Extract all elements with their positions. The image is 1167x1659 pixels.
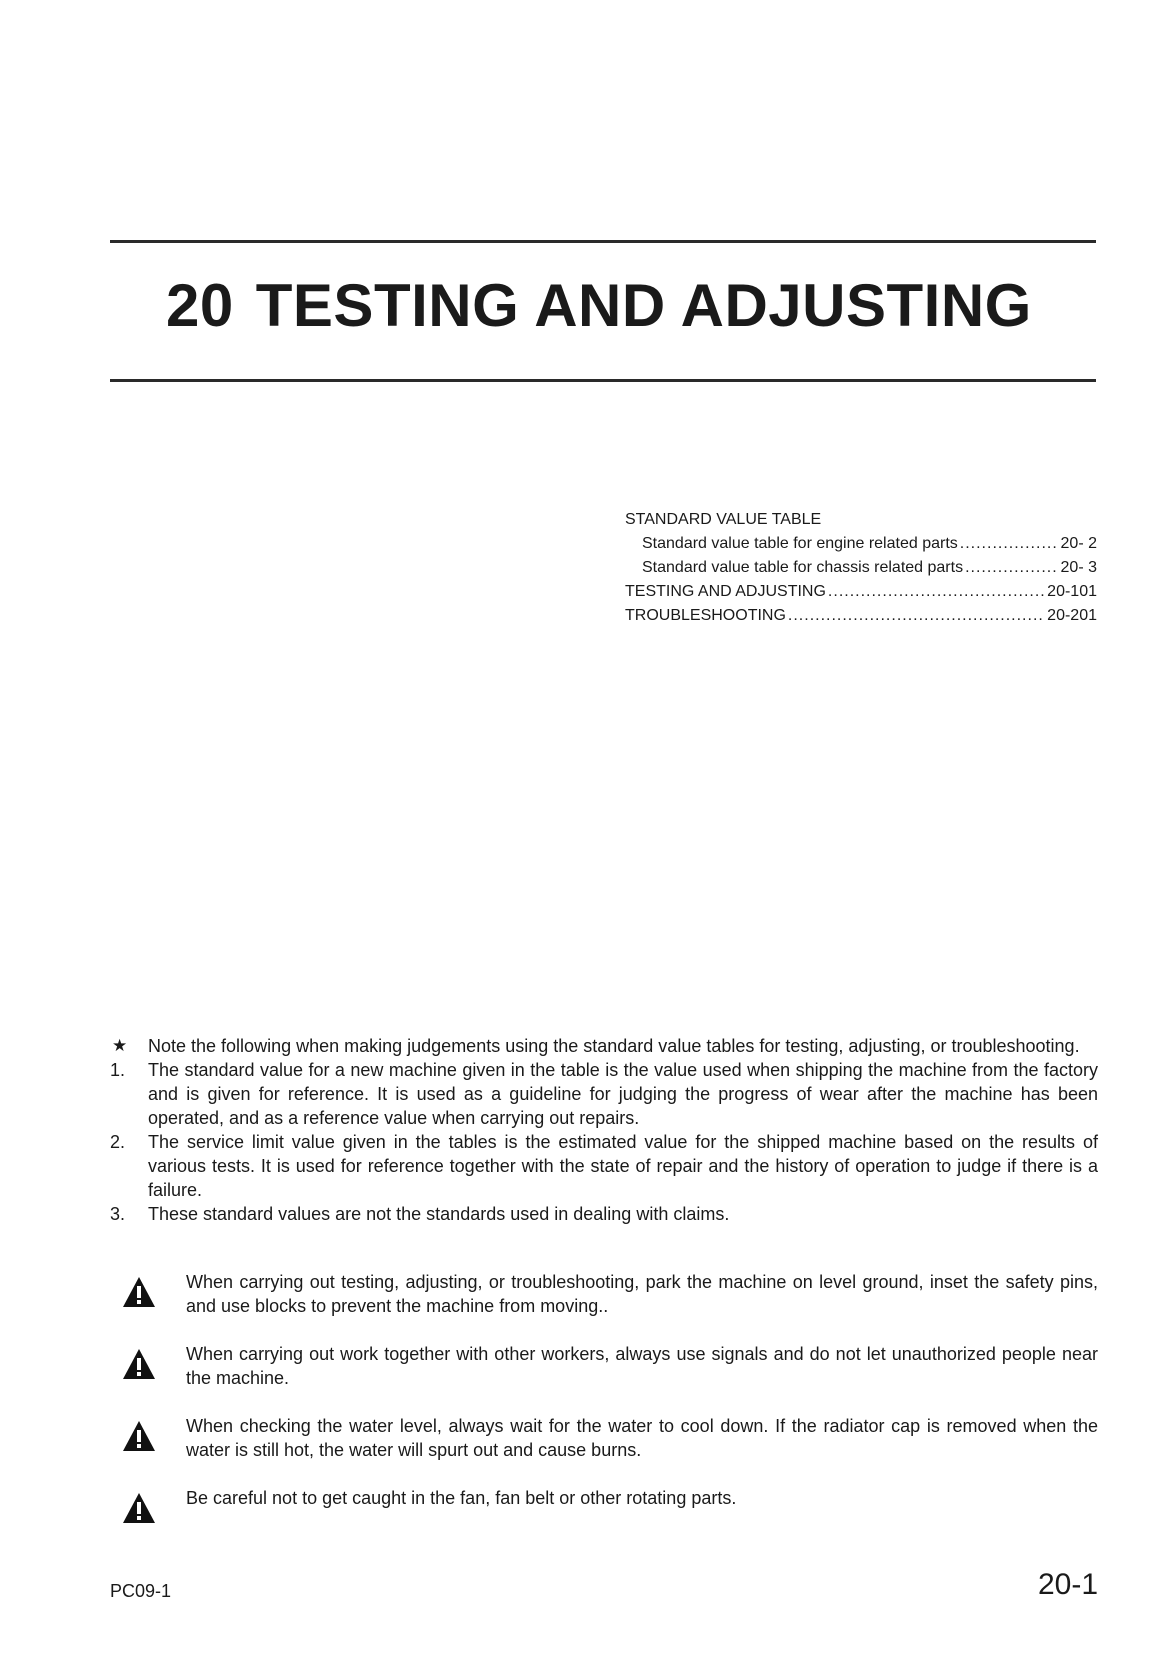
toc-entry-page: 20- 3 — [1060, 559, 1097, 576]
table-of-contents — [625, 508, 1097, 628]
chapter-title-text: TESTING AND ADJUSTING — [255, 272, 1032, 339]
note-number: 3. — [110, 1204, 126, 1224]
note-text: These standard values are not the standards used in dealing with claims. — [148, 1204, 730, 1224]
star-icon: ★ — [112, 1036, 128, 1055]
warning-text: When carrying out work together with other workers, always use signals and do not let unauthorized people near the machine. — [186, 1344, 1098, 1388]
toc-entry-page: 20-101 — [1047, 583, 1097, 600]
chapter-number: 20 — [166, 272, 234, 339]
warning-item — [110, 1486, 1098, 1526]
toc-entry-label: TESTING AND ADJUSTING — [625, 583, 826, 600]
note-item — [110, 1202, 1098, 1226]
top-rule — [110, 240, 1096, 243]
toc-entry-label: Standard value table for chassis related parts — [642, 559, 964, 576]
toc-entry-label: Standard value table for engine related parts — [642, 535, 958, 552]
note-item — [110, 1130, 1098, 1202]
warning-item — [110, 1414, 1098, 1462]
toc-entry-label: TROUBLESHOOTING — [625, 607, 786, 624]
warning-triangle-icon — [122, 1492, 156, 1524]
toc-leader-dots — [960, 532, 1059, 556]
warning-triangle-icon — [122, 1276, 156, 1308]
toc-leader-dots — [788, 604, 1045, 628]
chapter-title — [166, 272, 1032, 339]
warning-text: When carrying out testing, adjusting, or troubleshooting, park the machine on level ground, inset the safety pins, and use blocks to prevent the machine from moving.. — [186, 1272, 1098, 1316]
footer-model: PC09-1 — [110, 1581, 172, 1601]
bottom-rule — [110, 379, 1096, 382]
warning-triangle-icon — [122, 1348, 156, 1380]
note-item — [110, 1058, 1098, 1130]
toc-entry-page: 20-201 — [1047, 607, 1097, 624]
footer-page-number: 20-1 — [1037, 1568, 1098, 1601]
note-number: 2. — [110, 1132, 126, 1152]
toc-entry[interactable] — [625, 604, 1097, 628]
note-text: The service limit value given in the tables is the estimated value for the shipped machine based on the results of various tests. It is used for reference together with the state of repair and the history of operation to judge if there is a failure. — [148, 1132, 1098, 1200]
toc-heading: STANDARD VALUE TABLE — [625, 511, 822, 528]
toc-entry[interactable] — [625, 532, 1097, 556]
notes-section — [110, 1034, 1098, 1226]
toc-leader-dots — [965, 556, 1058, 580]
toc-entry[interactable] — [625, 580, 1097, 604]
warning-text: When checking the water level, always wait for the water to cool down. If the radiator cap is removed when the water is still hot, the water will spurt out and cause burns. — [186, 1416, 1098, 1460]
warning-item — [110, 1342, 1098, 1390]
warning-text: Be careful not to get caught in the fan, fan belt or other rotating parts. — [186, 1488, 737, 1508]
toc-leader-dots — [828, 580, 1045, 604]
toc-entry[interactable] — [625, 556, 1097, 580]
warnings-section — [110, 1270, 1098, 1550]
note-intro — [110, 1034, 1098, 1058]
toc-entry-page: 20- 2 — [1060, 535, 1097, 552]
note-number: 1. — [110, 1060, 126, 1080]
note-text: The standard value for a new machine given in the table is the value used when shipping the machine from the factory and is given for reference. It is used as a guideline for judging the progress of wear after the machine has been operated, and as a reference value when carrying out repairs. — [148, 1060, 1098, 1128]
note-intro-text: Note the following when making judgements using the standard value tables for testing, adjusting, or troubleshooting. — [148, 1036, 1080, 1056]
warning-triangle-icon — [122, 1420, 156, 1452]
warning-item — [110, 1270, 1098, 1318]
